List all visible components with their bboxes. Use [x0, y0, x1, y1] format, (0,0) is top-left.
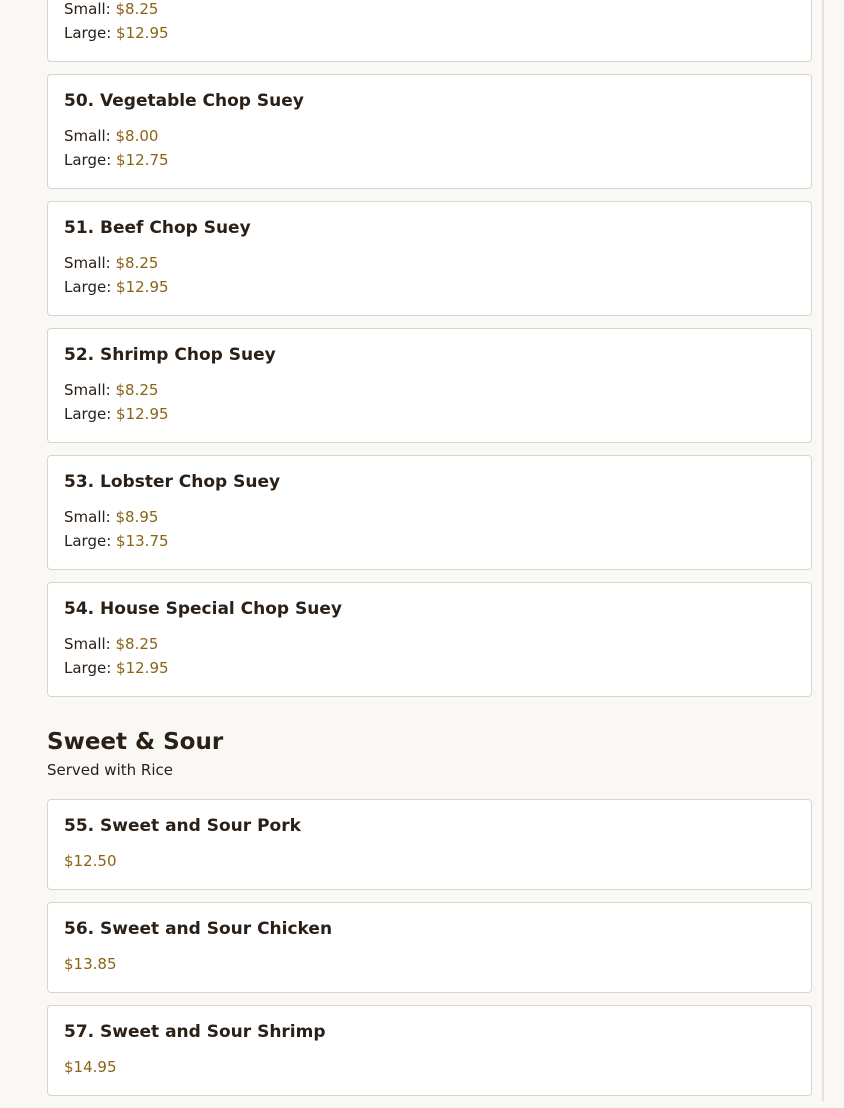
large-price: $12.95	[116, 659, 169, 677]
section-subtitle: Served with Rice	[47, 761, 173, 779]
large-label: Large:	[64, 659, 112, 677]
price-line	[64, 849, 795, 873]
small-price-line	[64, 378, 795, 402]
item-price: $12.50	[64, 852, 117, 870]
section-title: Sweet & Sour	[47, 729, 224, 755]
small-price: $8.25	[115, 254, 159, 272]
large-price-line	[64, 21, 795, 45]
large-price-line	[64, 148, 795, 172]
small-label: Small:	[64, 254, 111, 272]
menu-item-card	[47, 799, 812, 890]
small-price-line	[64, 251, 795, 275]
menu-item-card	[47, 1005, 812, 1096]
price-line	[64, 1055, 795, 1079]
menu-item-title: 52. Shrimp Chop Suey	[64, 345, 276, 365]
small-price: $8.25	[115, 0, 159, 18]
item-price: $14.95	[64, 1058, 117, 1076]
small-label: Small:	[64, 381, 111, 399]
large-label: Large:	[64, 151, 112, 169]
menu-item-title: 56. Sweet and Sour Chicken	[64, 919, 333, 939]
large-label: Large:	[64, 405, 112, 423]
menu-item-card	[47, 0, 812, 62]
menu-item-card	[47, 582, 812, 697]
price-line	[64, 952, 795, 976]
large-label: Large:	[64, 24, 112, 42]
menu-item-title: 57. Sweet and Sour Shrimp	[64, 1022, 326, 1042]
small-price: $8.00	[115, 127, 159, 145]
menu-item-title: 53. Lobster Chop Suey	[64, 472, 281, 492]
page-edge-divider	[822, 0, 824, 1101]
menu-item-card	[47, 74, 812, 189]
menu-item-title: 55. Sweet and Sour Pork	[64, 816, 301, 836]
large-price-line	[64, 402, 795, 426]
item-price: $13.85	[64, 955, 117, 973]
menu-item-card	[47, 201, 812, 316]
large-price-line	[64, 529, 795, 553]
large-price: $12.95	[116, 278, 169, 296]
large-price-line	[64, 656, 795, 680]
menu-item-title: 51. Beef Chop Suey	[64, 218, 251, 238]
small-price: $8.25	[115, 635, 159, 653]
small-label: Small:	[64, 0, 111, 18]
large-price: $12.95	[116, 405, 169, 423]
menu-content	[47, 0, 812, 1108]
small-price: $8.95	[115, 508, 159, 526]
large-label: Large:	[64, 278, 112, 296]
small-price: $8.25	[115, 381, 159, 399]
menu-item-card	[47, 902, 812, 993]
small-price-line	[64, 632, 795, 656]
small-label: Small:	[64, 508, 111, 526]
menu-item-title: 50. Vegetable Chop Suey	[64, 91, 304, 111]
large-price: $13.75	[116, 532, 169, 550]
small-price-line	[64, 124, 795, 148]
small-price-line	[64, 0, 795, 21]
large-price: $12.95	[116, 24, 169, 42]
menu-item-title: 54. House Special Chop Suey	[64, 599, 342, 619]
large-price-line	[64, 275, 795, 299]
large-price: $12.75	[116, 151, 169, 169]
small-label: Small:	[64, 127, 111, 145]
menu-item-card	[47, 328, 812, 443]
menu-item-card	[47, 455, 812, 570]
large-label: Large:	[64, 532, 112, 550]
small-label: Small:	[64, 635, 111, 653]
small-price-line	[64, 505, 795, 529]
section-header-sweet-sour	[47, 727, 812, 780]
